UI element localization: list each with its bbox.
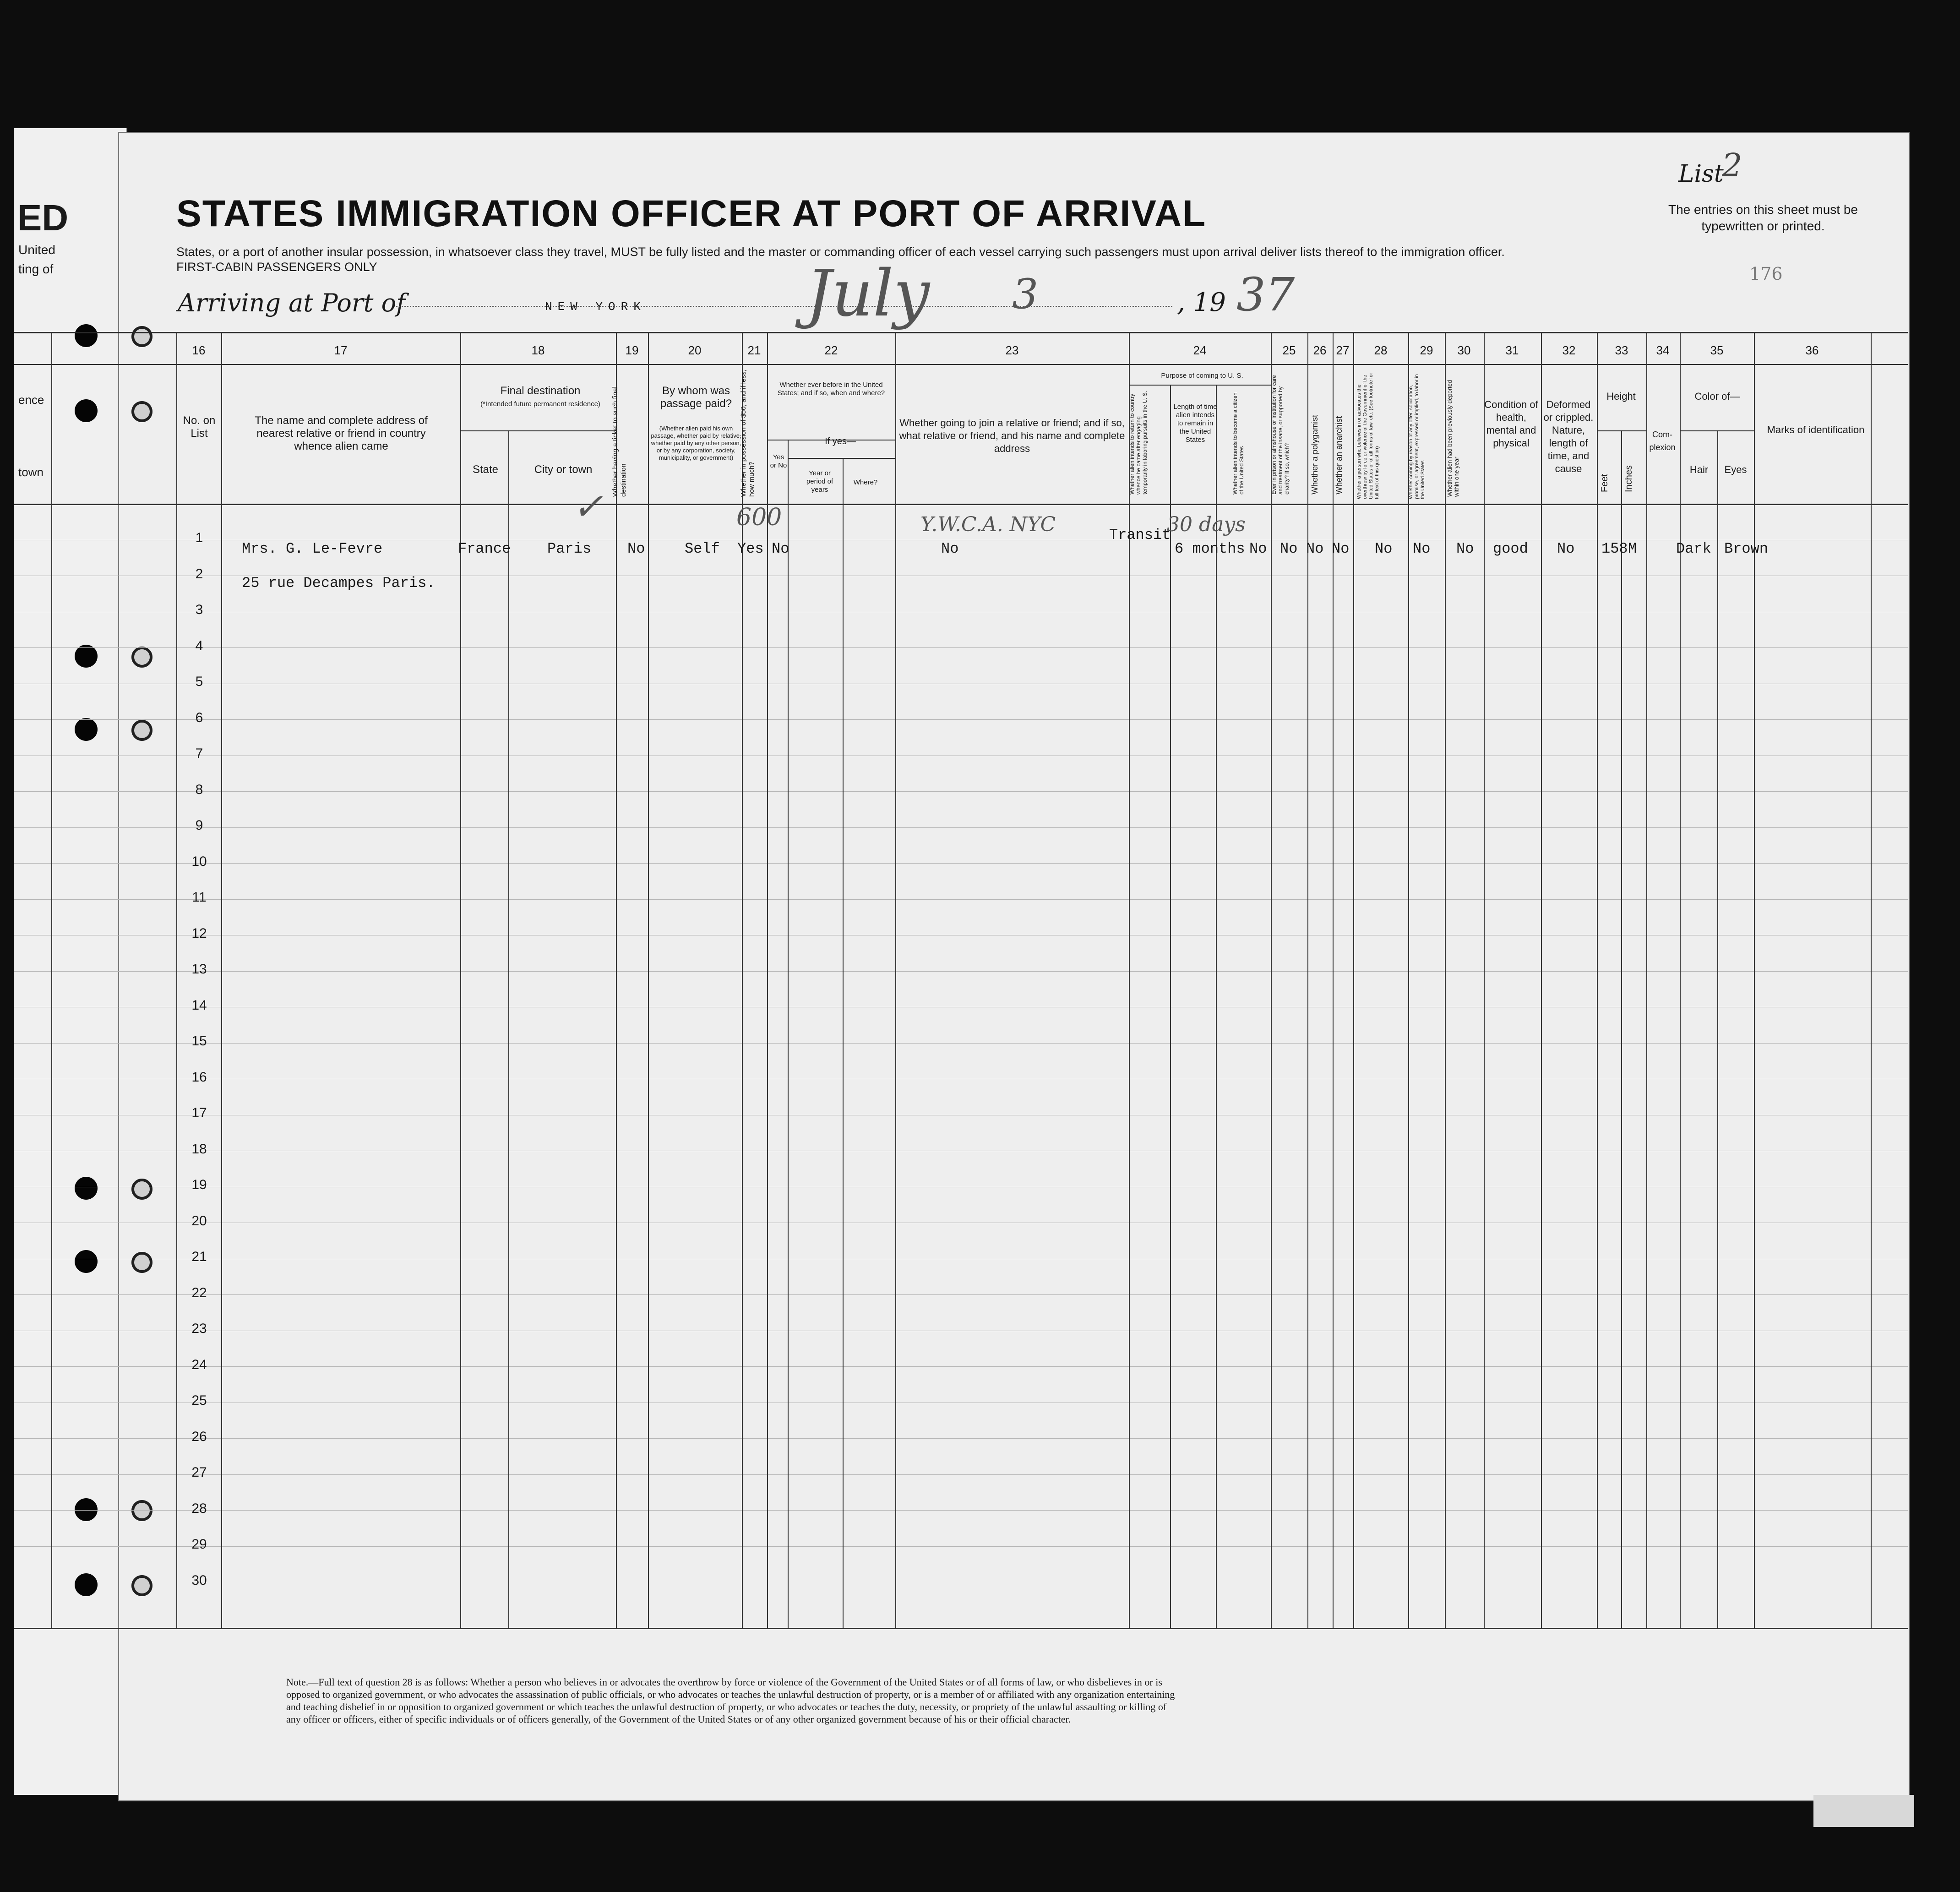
binding-hole [75,1177,98,1200]
column-rule [1597,332,1598,1628]
polygamist-answer: No [1306,540,1324,557]
hair-value: Brown [1724,540,1769,557]
stub-line: town [18,465,44,479]
table-top-border [14,332,1908,333]
anarchist-answer: No [1332,540,1350,557]
column-rule [460,332,461,1628]
header-feet: Feet [1600,473,1610,492]
handwritten-money: 600 [736,504,782,531]
column-rule [1754,332,1755,1628]
question-28-answer: No [1375,540,1393,557]
column-rule [616,332,617,1628]
column-number: 24 [1193,343,1207,357]
transit-note: Transit [1109,527,1171,544]
dest-state: France [458,540,511,557]
row-number: 8 [195,782,203,797]
binding-hole [131,1500,152,1521]
binding-hole [75,399,98,422]
row-rule [14,719,1908,720]
row-rule [14,1366,1908,1367]
column-rule [1307,332,1308,1628]
column-number: 23 [1005,343,1019,357]
row-number: 3 [195,602,203,617]
row-number: 29 [191,1537,207,1552]
row-number: 30 [191,1572,207,1588]
header-final-destination: Final destination [500,385,581,397]
paid-by: Self [685,540,720,557]
header-join-relative: Whether going to join a relative or friend; and if so, what relative or friend, and his name and complete address [899,417,1125,454]
row-number: 20 [191,1213,207,1229]
header-deformed: Deformed or crippled. Nature, length of time, and cause [1543,399,1594,474]
form-title: STATES IMMIGRATION OFFICER AT PORT OF ARRIVAL [176,193,1207,234]
row-rule [14,1474,1908,1475]
subheader-rule [1680,430,1754,431]
binding-hole [75,1573,98,1596]
column-number: 21 [747,343,761,357]
header-citizen: Whether alien intends to become a citizen of the United States [1232,392,1245,495]
citizen-answer: No [1249,540,1267,557]
column-rule [1333,332,1334,1628]
previous-page-edge [14,128,127,1795]
column-number-border [14,364,1908,365]
handwritten-destination: Y.W.C.A. NYC [920,513,1056,536]
row-rule [14,647,1908,648]
row-number: 9 [195,818,203,833]
row-number: 23 [191,1321,207,1336]
row-number: 10 [191,854,207,869]
row-number: 15 [191,1033,207,1049]
binding-hole [131,1252,152,1273]
header-labor-contract: Whether coming by reason of any offer, solicitation, promise, or agreement, expressed or implied, to labor in the United States [1408,374,1426,499]
deported-answer: No [1456,540,1474,557]
column-rule [1541,332,1542,1628]
column-number: 25 [1282,343,1296,357]
height-unit: M [1628,540,1637,557]
header-before-us: Whether ever before in the United States; and if so, when and where? [777,381,885,397]
row-rule [14,1546,1908,1547]
header-deported: Whether alien had been previously deported within one year [1446,380,1460,497]
column-rule [1271,332,1272,1628]
stub-line: United [18,243,55,257]
row-number: 5 [195,674,203,689]
row-number: 28 [191,1501,207,1516]
page-curl [1813,1795,1914,1827]
row-number: 4 [195,638,203,653]
column-number: 19 [625,343,639,357]
ticket-answer: No [627,540,645,557]
binding-hole [131,720,152,741]
health-answer: good [1493,540,1528,557]
arriving-label: Arriving at Port of [178,288,406,317]
row-rule [14,1510,1908,1511]
stub-line: ting of [18,262,54,276]
column-number: 28 [1374,343,1388,357]
header-anarchist: Whether an anarchist [1334,416,1344,495]
row-number: 12 [191,925,207,941]
row-number: 16 [191,1069,207,1085]
header-complexion: Com-plexion [1649,430,1676,452]
header-year-period: Year or period of years [806,469,833,494]
header-eyes: Eyes [1724,464,1747,475]
header-hair: Hair [1689,464,1709,475]
footnote: Note.—Full text of question 28 is as follows: Whether a person who believes in or advocates the overthrow by force or violence of the Government of the United States or of all forms of law, or who disbelieves in or is opposed to organized government, or who advocates the assassination of public officials, or who advocates or teaches the unlawful destruction of property, or is a member of or affiliated with any organization entertaining and teaching disbelief in or opposition to organized government or which teaches the unlawful destruction of property, or who advocates or teaches the duty, necessity, or propriety of the unlawful assaulting or killing of any officer or officers, either of specific individuals or of officers generally, of the Government of the United States or of any other organized government because of his or their official character. [286,1676,1175,1725]
column-rule [648,332,649,1628]
binding-hole [75,645,98,668]
column-number: 32 [1562,343,1576,357]
handwritten-year: 37 [1236,268,1295,321]
passenger-class: FIRST-CABIN PASSENGERS ONLY [176,260,377,274]
height-feet: 158 [1601,540,1628,557]
list-label: List [1678,160,1724,188]
row-rule [14,971,1908,972]
stub-line: ence [18,393,44,407]
header-state: State [472,463,499,476]
column-rule [508,430,509,1628]
column-number: 36 [1805,343,1819,357]
header-bottom-border [14,504,1908,505]
header-passage-note: (Whether alien paid his own passage, whether paid by relative, whether paid by any other person, or by any corporation, society, municipality, or government) [651,425,741,461]
binding-hole [131,1179,152,1200]
column-rule [221,332,222,1628]
column-number: 33 [1615,343,1628,357]
header-destination-note: (*Intended future permanent residence) [480,400,600,408]
year-prefix: , 19 [1177,288,1226,317]
row-number: 1 [195,530,203,545]
row-number: 7 [195,746,203,761]
complexion-value: Dark [1676,540,1711,557]
port-name: NEW YORK [545,300,646,314]
row-number: 19 [191,1177,207,1192]
form-instructions: States, or a port of another insular possession, in whatsoever class they travel, MUST be fully listed and the master or commanding officer of each vessel carrying such passengers must upon arrival deliver lists thereof to the immigration officer. [176,245,1505,259]
subheader-rule [1597,430,1646,431]
has-fifty: Yes [737,540,764,557]
column-rule [1170,385,1171,1628]
row-number: 6 [195,710,203,725]
header-passage-paid: By whom was passage paid? [660,385,732,410]
row-number: 27 [191,1465,207,1480]
header-list-number: No. on List [183,414,216,440]
binding-hole [131,647,152,668]
header-if-yes: If yes— [825,436,856,446]
handwritten-length: 30 days [1167,513,1246,536]
column-rule [1717,430,1718,1628]
row-number: 21 [191,1249,207,1264]
column-number: 22 [824,343,838,357]
subheader-rule [1129,385,1271,386]
column-rule [843,458,844,1628]
column-rule [1353,332,1354,1628]
column-rule [895,332,896,1628]
handwritten-month: July [806,256,930,331]
column-number: 27 [1336,343,1350,357]
row-number: 25 [191,1393,207,1408]
column-number: 17 [334,343,348,357]
header-height: Height [1606,391,1636,402]
column-number: 30 [1457,343,1471,357]
column-rule [788,440,789,1628]
row-rule [14,863,1908,864]
column-number: 31 [1505,343,1519,357]
column-rule [1871,332,1872,1628]
row-number: 18 [191,1141,207,1157]
column-number: 20 [688,343,702,357]
row-rule [14,899,1908,900]
header-marks: Marks of identification [1767,424,1865,435]
column-rule [1445,332,1446,1628]
row-number: 2 [195,566,203,582]
row-rule [14,1294,1908,1295]
labor-answer: No [1413,540,1431,557]
row-rule [14,791,1908,792]
column-number: 29 [1420,343,1433,357]
header-purpose: Purpose of coming to U. S. [1161,372,1243,380]
column-number: 16 [192,343,206,357]
header-polygamist: Whether a polygamist [1310,414,1319,495]
column-number: 18 [531,343,545,357]
list-number: 2 [1722,147,1742,184]
row-rule [14,827,1908,828]
passenger-address: 25 rue Decampes Paris. [242,575,436,592]
binding-hole [131,401,152,422]
binding-hole [75,1250,98,1273]
column-rule [1621,430,1622,1628]
header-where: Where? [853,478,878,486]
header-length-time: Length of time alien intends to remain in the United States [1173,403,1217,444]
table-bottom-border [14,1628,1908,1629]
row-rule [14,1438,1908,1439]
column-rule [51,332,52,1628]
dest-city: Paris [547,540,592,557]
row-number: 26 [191,1429,207,1444]
row-number: 17 [191,1105,207,1120]
subheader-rule [460,430,616,431]
header-yes-no: Yes or No [770,453,787,469]
header-city: City or town [534,463,593,476]
binding-hole [131,326,152,347]
page-stamp: 176 [1749,264,1783,284]
column-rule [1216,385,1217,1628]
manifest-sheet [119,133,1909,1800]
column-rule [1484,332,1485,1628]
subheader-rule [788,458,895,459]
header-prison: Ever in prison or almshouse or institution for care and treatment of the insane, or supported by charity? If so, which? [1271,375,1290,495]
binding-hole [75,718,98,741]
column-rule [1646,332,1647,1628]
row-rule [14,1043,1908,1044]
binding-hole [75,324,98,347]
column-number: 26 [1313,343,1327,357]
header-return-country: Whether alien intends to return to country whence he came after engaging temporarily in laboring pursuits in the U. S. [1129,391,1148,495]
row-number: 24 [191,1357,207,1372]
handwritten-day: 3 [1012,270,1039,318]
header-health: Condition of health, mental and physical [1484,399,1538,449]
length-of-stay: 6 months [1175,540,1245,557]
header-ticket: Whether having a ticket to such final destination [611,386,627,497]
prison-answer: No [1280,540,1298,557]
passenger-name: Mrs. G. Le-Fevre [242,540,383,557]
header-question-28: Whether a person who believes in or advocates the overthrow by force or violence of the Government of the United States or of all forms of law, etc. (See footnote for full text of this question) [1356,373,1380,499]
header-color: Color of— [1694,391,1740,402]
header-fifty-dollars: Whether in possession of $50, and if less, how much? [740,370,756,497]
column-number: 35 [1710,343,1724,357]
column-rule [1408,332,1409,1628]
join-friend-answer: No [941,540,959,557]
check-mark-icon: ✓ [572,485,604,528]
dotted-line [394,306,1172,307]
row-number: 22 [191,1285,207,1300]
before-us-answer: No [772,540,789,557]
column-rule [1680,332,1681,1628]
row-number: 13 [191,962,207,977]
header-relative-address: The name and complete address of nearest relative or friend in country whence alien came [255,414,428,452]
row-number: 14 [191,997,207,1013]
stub-heading: ED [17,197,69,238]
binding-hole [131,1575,152,1596]
binding-hole [75,1498,98,1521]
column-rule [176,332,177,1628]
header-inches: Inches [1624,465,1634,492]
deformed-answer: No [1557,540,1575,557]
row-number: 11 [192,890,207,905]
column-number: 34 [1656,343,1670,357]
typing-instruction: The entries on this sheet must be typewritten or printed. [1668,202,1858,233]
